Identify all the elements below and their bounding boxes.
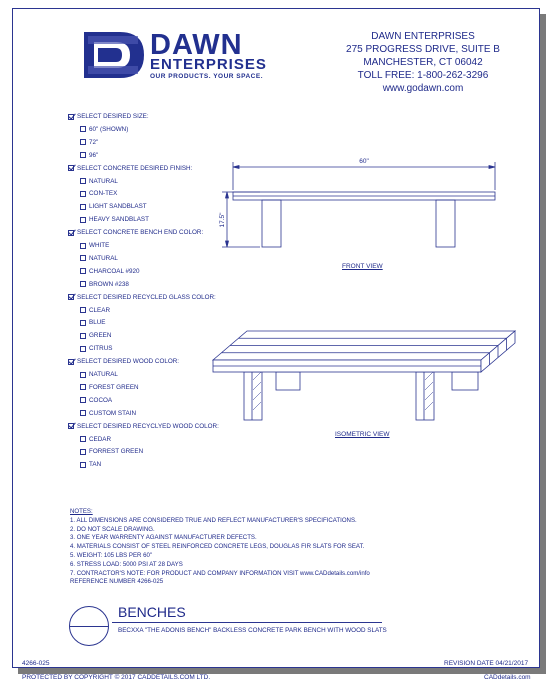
option-label: SELECT DESIRED RECYCLED GLASS COLOR: — [77, 293, 216, 301]
note-item: 7. CONTRACTOR'S NOTE: FOR PRODUCT AND COMPANY INFORMATION VISIT www.CADdetails.com/info — [70, 569, 370, 577]
option-label: 60" (SHOWN) — [89, 125, 129, 133]
option-item[interactable] — [80, 460, 101, 469]
option-item[interactable] — [80, 125, 128, 134]
checkbox-icon[interactable] — [80, 268, 86, 274]
checkbox-icon[interactable] — [80, 384, 86, 390]
copyright-notice: PROTECTED BY COPYRIGHT © 2017 CADDETAILS.COM LTD. — [22, 674, 211, 681]
option-group-header[interactable] — [68, 422, 219, 431]
revision-date: REVISION DATE 04/21/2017 — [444, 660, 529, 667]
note-item: 4. MATERIALS CONSIST OF STEEL REINFORCED CONCRETE LEGS, DOUGLAS FIR SLATS FOR SEAT. — [70, 543, 365, 551]
checkbox-icon[interactable] — [80, 410, 86, 416]
option-item[interactable] — [80, 306, 110, 315]
option-label: CUSTOM STAIN — [89, 409, 136, 417]
option-label: BROWN #238 — [89, 280, 129, 288]
company-phone: TOLL FREE: 1-800-262-3296 — [357, 70, 489, 81]
logo-word: DAWN — [150, 29, 243, 61]
option-label: FORREST GREEN — [89, 448, 144, 456]
option-label: FOREST GREEN — [89, 383, 139, 391]
checkbox-icon[interactable] — [80, 126, 86, 132]
option-label: NATURAL — [89, 177, 118, 185]
note-item: 2. DO NOT SCALE DRAWING. — [70, 525, 155, 533]
option-item[interactable] — [80, 280, 129, 289]
checkbox-icon[interactable] — [80, 217, 86, 223]
option-item[interactable] — [80, 331, 111, 340]
height-dimension-label: 17.5" — [219, 212, 226, 228]
option-item[interactable] — [80, 435, 111, 444]
option-item[interactable] — [80, 215, 149, 224]
option-label: SELECT DESIRED WOOD COLOR: — [77, 358, 180, 366]
option-label: BLUE — [89, 319, 106, 327]
option-item[interactable] — [80, 241, 109, 250]
caddetails-link[interactable]: CADdetails.com — [484, 674, 531, 681]
option-label: TAN — [89, 461, 102, 469]
logo-subword: ENTERPRISES — [150, 56, 267, 73]
checkbox-icon[interactable] — [80, 152, 86, 158]
option-item[interactable] — [80, 318, 105, 327]
checked-checkbox-icon[interactable] — [68, 165, 74, 171]
option-label: 72" — [89, 138, 99, 146]
option-label: NATURAL — [89, 254, 118, 262]
bench-drawings — [200, 150, 530, 450]
checkbox-icon[interactable] — [80, 204, 86, 210]
option-item[interactable] — [80, 189, 117, 198]
option-item[interactable] — [80, 254, 118, 263]
option-item[interactable] — [80, 344, 112, 353]
option-label: CEDAR — [89, 435, 112, 443]
checkbox-icon[interactable] — [80, 346, 86, 352]
checkbox-icon[interactable] — [80, 243, 86, 249]
note-item: 5. WEIGHT: 105 LBS PER 60" — [70, 551, 153, 559]
option-label: NATURAL — [89, 371, 118, 378]
option-item[interactable] — [80, 138, 98, 147]
checked-checkbox-icon[interactable] — [68, 230, 74, 236]
note-item: 3. ONE YEAR WARRENTY AGAINST MANUFACTURER DEFECTS. — [70, 534, 257, 542]
option-item[interactable] — [80, 177, 118, 186]
checkbox-icon[interactable] — [80, 255, 86, 261]
note-item: 6. STRESS LOAD: 5000 PSI AT 28 DAYS — [70, 560, 183, 568]
option-label: LIGHT SANDBLAST — [89, 203, 147, 211]
option-label: SELECT DESIRED RECYCLYED WOOD COLOR: — [77, 422, 219, 430]
option-group-header[interactable] — [68, 357, 179, 366]
company-name: DAWN ENTERPRISES — [371, 31, 475, 42]
option-label: COCOA — [89, 396, 113, 404]
option-label: SELECT CONCRETE BENCH END COLOR: — [77, 229, 204, 237]
checked-checkbox-icon[interactable] — [68, 294, 74, 300]
notes-block — [70, 508, 370, 587]
option-item[interactable] — [80, 267, 140, 276]
checkbox-icon[interactable] — [80, 372, 86, 378]
checkbox-icon[interactable] — [80, 462, 86, 468]
notes-heading: NOTES: — [70, 508, 93, 515]
checkbox-icon[interactable] — [80, 333, 86, 339]
option-label: CITRUS — [89, 345, 113, 353]
front-view-label: FRONT VIEW — [342, 263, 383, 270]
note-item: 1. ALL DIMENSIONS ARE CONSIDERED TRUE AND REFLECT MANUFACTURER'S SPECIFICATIONS. — [70, 516, 357, 524]
option-group-header[interactable] — [68, 164, 192, 173]
option-item[interactable] — [80, 202, 147, 211]
option-label: WHITE — [89, 242, 110, 249]
checked-checkbox-icon[interactable] — [68, 114, 74, 120]
checkbox-icon[interactable] — [80, 320, 86, 326]
option-group-header[interactable] — [68, 228, 203, 237]
option-label: 96" — [89, 151, 99, 159]
page-shadow-right — [540, 14, 546, 674]
option-item[interactable] — [80, 151, 98, 160]
checkbox-icon[interactable] — [80, 436, 86, 442]
checkbox-icon[interactable] — [80, 191, 86, 197]
checkbox-icon[interactable] — [80, 281, 86, 287]
checkbox-icon[interactable] — [80, 397, 86, 403]
checkbox-icon[interactable] — [80, 139, 86, 145]
checked-checkbox-icon[interactable] — [68, 359, 74, 365]
option-item[interactable] — [80, 396, 112, 405]
reference-number: 4266-025 — [22, 660, 50, 667]
option-label: SELECT CONCRETE DESIRED FINISH: — [77, 164, 193, 172]
checked-checkbox-icon[interactable] — [68, 423, 74, 429]
option-label: HEAVY SANDBLAST — [89, 216, 149, 224]
company-info — [318, 30, 528, 95]
drawing-subtitle: BECXXA "THE ADONIS BENCH" BACKLESS CONCRETE PARK BENCH WITH WOOD SLATS — [118, 627, 387, 634]
option-group-header[interactable] — [68, 293, 216, 302]
company-website[interactable]: www.godawn.com — [382, 83, 464, 94]
checkbox-icon[interactable] — [80, 307, 86, 313]
drawing-title: BENCHES — [118, 604, 186, 620]
checkbox-icon[interactable] — [80, 449, 86, 455]
option-label: CHARCOAL #920 — [89, 267, 140, 275]
option-label: CLEAR — [89, 306, 110, 314]
option-label: GREEN — [89, 332, 112, 340]
option-item[interactable] — [80, 383, 139, 392]
option-item[interactable] — [80, 409, 136, 418]
logo-tagline: OUR PRODUCTS. YOUR SPACE. — [150, 73, 264, 80]
option-item[interactable] — [80, 370, 118, 379]
company-address-line1: 275 PROGRESS DRIVE, SUITE B — [346, 44, 500, 55]
note-item: REFERENCE NUMBER 4266-025 — [70, 578, 164, 586]
title-underline — [112, 622, 382, 623]
option-group-header[interactable] — [68, 112, 149, 121]
company-address-line2: MANCHESTER, CT 06042 — [363, 57, 483, 68]
title-bubble — [69, 606, 109, 646]
checkbox-icon[interactable] — [80, 178, 86, 184]
width-dimension-label: 60" — [359, 158, 369, 165]
isometric-view-label: ISOMETRIC VIEW — [335, 431, 390, 438]
option-label: CON-TEX — [89, 190, 118, 198]
option-label: SELECT DESIRED SIZE: — [77, 113, 149, 120]
option-item[interactable] — [80, 447, 143, 456]
